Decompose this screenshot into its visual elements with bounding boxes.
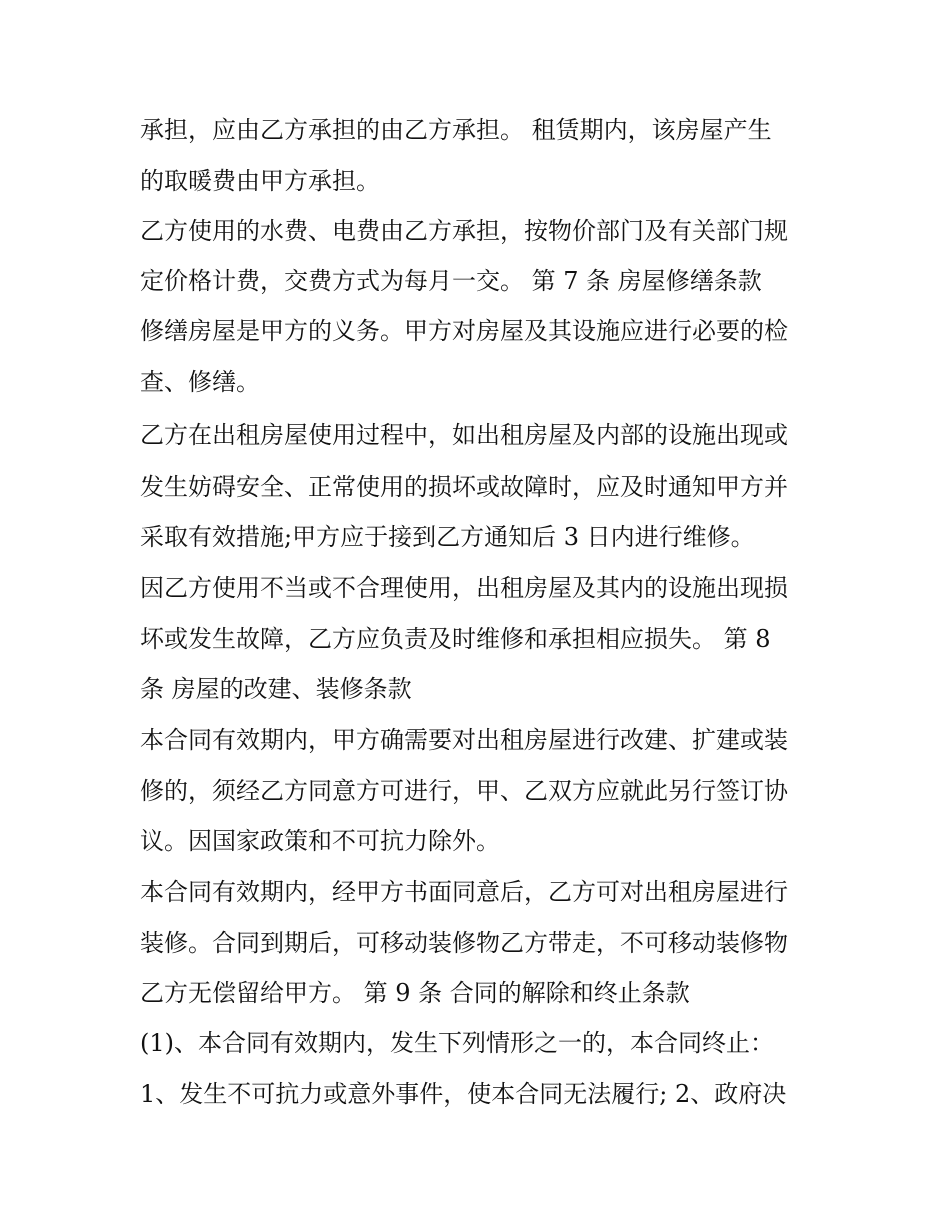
text-line: 议。因国家政策和不可抗力除外。 <box>140 827 500 855</box>
text-line: 条 房屋的改建、装修条款 <box>140 675 412 703</box>
text-line: (1)、本合同有效期内，发生下列情形之一的，本合同终止： <box>140 1029 774 1057</box>
text-line: 查、修缮。 <box>140 368 260 396</box>
text-line: 修的，须经乙方同意方可进行，甲、乙双方应就此另行签订协 <box>140 777 788 805</box>
text-line: 修缮房屋是甲方的义务。甲方对房屋及其设施应进行必要的检 <box>140 317 788 345</box>
text-line: 乙方使用的水费、电费由乙方承担，按物价部门及有关部门规 <box>140 217 788 245</box>
text-line: 乙方在出租房屋使用过程中，如出租房屋及内部的设施出现或 <box>140 421 788 449</box>
text-line: 定价格计费，交费方式为每月一交。 第 7 条 房屋修缮条款 <box>140 267 762 295</box>
text-line: 承担，应由乙方承担的由乙方承担。 租赁期内，该房屋产生 <box>140 116 772 144</box>
text-line: 的取暖费由甲方承担。 <box>140 167 380 195</box>
text-line: 装修。合同到期后，可移动装修物乙方带走，不可移动装修物 <box>140 929 788 957</box>
text-line: 1、发生不可抗力或意外事件，使本合同无法履行; 2、政府决 <box>140 1080 787 1108</box>
text-line: 本合同有效期内，甲方确需要对出租房屋进行改建、扩建或装 <box>140 726 788 754</box>
text-line: 本合同有效期内，经甲方书面同意后，乙方可对出租房屋进行 <box>140 878 788 906</box>
text-line: 坏或发生故障，乙方应负责及时维修和承担相应损失。 第 8 <box>140 625 771 653</box>
text-line: 乙方无偿留给甲方。 第 9 条 合同的解除和终止条款 <box>140 979 690 1007</box>
text-line: 发生妨碍安全、正常使用的损坏或故障时，应及时通知甲方并 <box>140 473 788 501</box>
text-line: 采取有效措施;甲方应于接到乙方通知后 3 日内进行维修。 <box>140 523 755 551</box>
text-line: 因乙方使用不当或不合理使用，出租房屋及其内的设施出现损 <box>140 574 788 602</box>
